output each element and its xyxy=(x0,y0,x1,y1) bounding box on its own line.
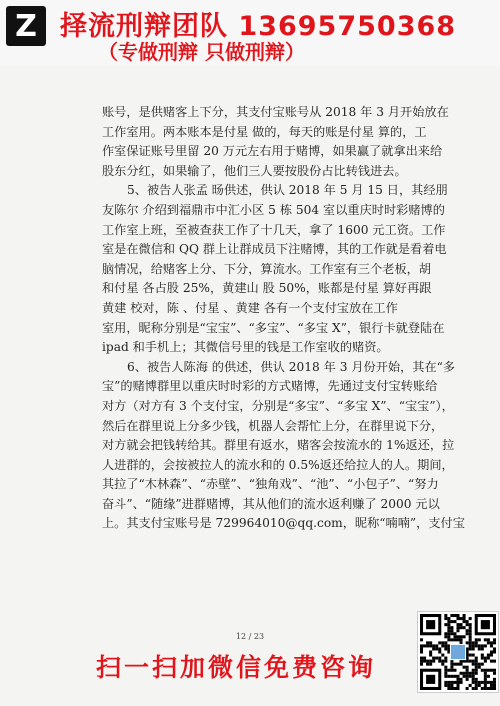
document-line: 账号，是供赌客上下分，其支付宝账号从 2018 年 3 月开始放在 xyxy=(102,105,449,119)
document-line: 股东分红，如果输了，他们三人要按股份占比转钱进去。 xyxy=(102,163,407,178)
document-line: 5、被告人张孟 旸供述，供认 2018 年 5 月 15 日，其经朋 xyxy=(127,183,448,198)
document-line: 黄建 校对，陈 、付星 、黄建 各有一个支付宝放在工作 xyxy=(102,300,398,315)
document-line: 然后在群里说上分多少钱，机器人会帮忙上分，在群里说下分， xyxy=(102,418,444,433)
document-line: 作室保证账号里留 20 万元左右用于赌博，如果赢了就拿出来给 xyxy=(102,144,443,159)
logo-icon: Z xyxy=(6,6,46,46)
document-line: ipad 和手机上；其微信号里的钱是工作室收的赌资。 xyxy=(102,340,389,355)
document-line: 其拉了“木林森”、“赤壁”、“独角戏”、“池”、“小包子”、“努力 xyxy=(102,477,439,492)
banner-subtitle: （专做刑辩 只做刑辩） xyxy=(98,40,305,64)
document-line: 对方（对方有 3 个支付宝，分别是“多宝”、“多宝 X”、“宝宝”）， xyxy=(102,398,454,413)
document-line: 人进群的，会按被拉人的流水和的 0.5%返还给拉人的人。期间， xyxy=(102,457,454,472)
qr-code-icon[interactable] xyxy=(417,611,499,693)
header-banner xyxy=(0,0,500,66)
document-line: 对方就会把钱转给其。群里有返水，赌客会按流水的 1%返还，拉 xyxy=(102,438,455,453)
document-line: 友陈尔 介绍到福鼎市中汇小区 5 栋 504 室以重庆时时彩赌博的 xyxy=(102,202,445,217)
document-line: 脑情况，给赌客上分、下分，算流水。工作室有三个老板，胡 xyxy=(102,261,432,276)
footer-cta: 扫一扫加微信免费咨询 xyxy=(96,653,377,682)
document-line: 上。其支付宝账号是 729964010@qq.com，昵称“喃喃”，支付宝 xyxy=(102,516,465,531)
document-line: 6、被告人陈海 的供述，供认 2018 年 3 月份开始，其在“多 xyxy=(127,359,456,374)
document-line: 奋斗”、“随缘”进群赌博，其从他们的流水返利赚了 2000 元以 xyxy=(102,496,440,511)
document-body xyxy=(102,103,474,534)
qr-code-graphic xyxy=(418,612,498,692)
document-line: 室用，昵称分别是“宝宝”、“多宝”、“多宝 X”，银行卡就登陆在 xyxy=(102,320,445,335)
banner-title: 择流刑辩团队 13695750368 xyxy=(60,11,457,42)
document-line: 和付星 各占股 25%，黄建山 股 50%，账都是付星 算好再跟 xyxy=(102,281,432,296)
document-line: 工作室上班，至被查获工作了十几天，拿了 1600 元工资。工作 xyxy=(102,222,446,237)
document-line: 工作室用。两本账本是付星 做的，每天的账是付星 算的，工 xyxy=(102,124,427,139)
page-number: 12 / 23 xyxy=(235,632,265,641)
document-line: 宝”的赌博群里以重庆时时彩的方式赌博，先通过支付宝转账给 xyxy=(102,379,438,394)
document-line: 室是在微信和 QQ 群上让群成员下注赌博，其的工作就是看着电 xyxy=(102,242,447,257)
